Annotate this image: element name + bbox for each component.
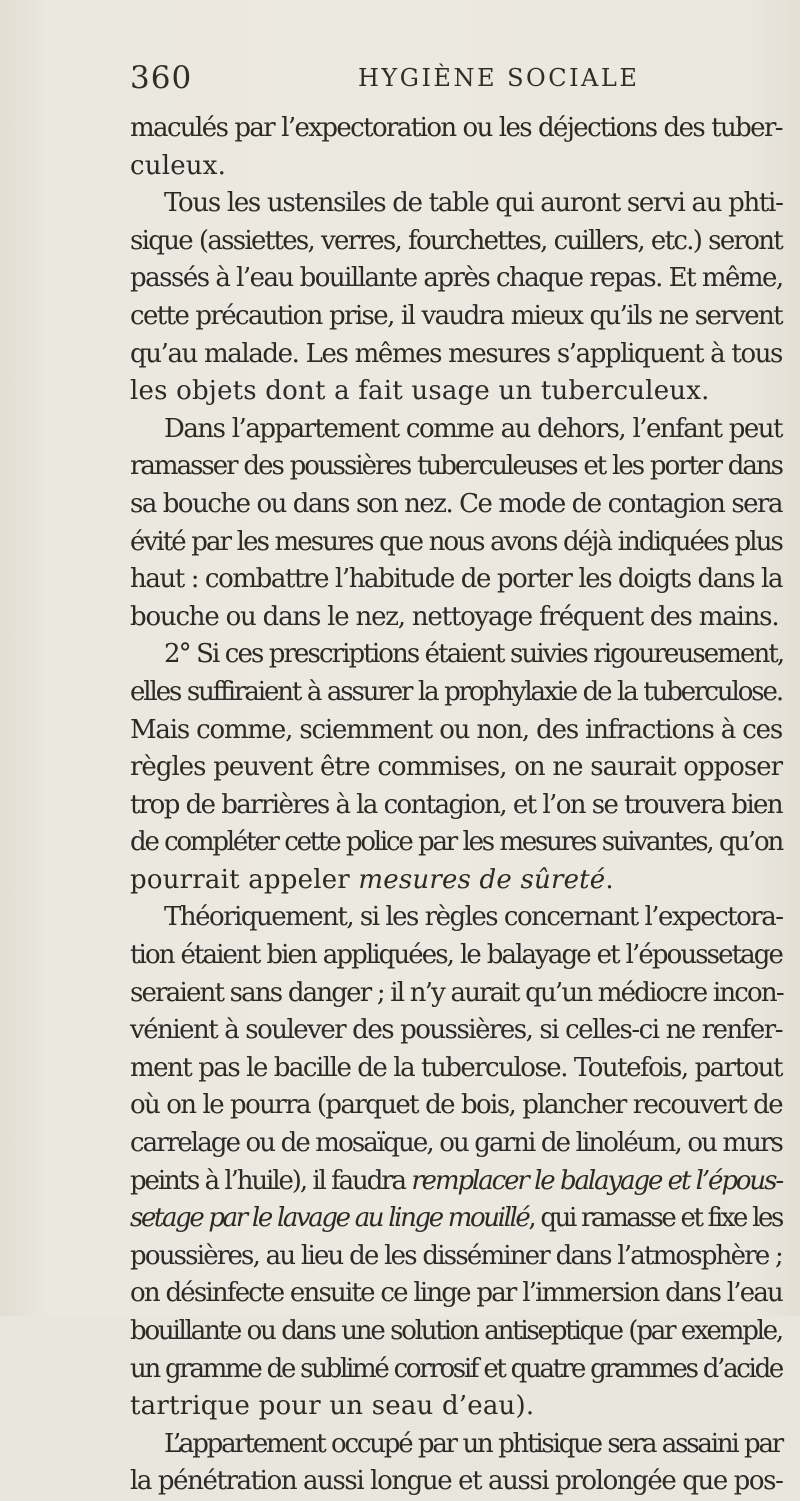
text-line-content: bouillante ou dans une solution antiseptique (par exemple,	[130, 1316, 782, 1346]
text-line-content: peints à l’huile), il faudra	[130, 1165, 412, 1196]
text-line-content: pourrait appeler	[130, 864, 359, 895]
page-header	[130, 60, 780, 100]
text-line	[130, 1200, 782, 1238]
text-line-content: culeux.	[130, 150, 227, 181]
text-line-content: sa bouche ou dans son nez. Ce mode de contagion sera	[130, 488, 782, 519]
text-line	[130, 899, 782, 937]
text-line-content: évité par les mesures que nous avons déjà indiquées plus	[130, 526, 782, 557]
text-line	[130, 411, 782, 449]
text-line	[130, 373, 782, 411]
text-line	[130, 824, 782, 862]
text-line	[130, 1238, 782, 1276]
text-line-content: passés à l’eau bouillante après chaque repas. Et même,	[130, 263, 783, 294]
text-line-content: ment pas le bacille de la tuberculose. Toutefois, partout	[130, 1052, 782, 1083]
text-line-content: ramasser des poussières tuberculeuses et les porter dans	[130, 451, 782, 482]
text-line-content: la pénétration aussi longue et aussi prolongée que pos-	[130, 1466, 783, 1497]
text-line-content: les objets dont a fait usage un tuberculeux.	[130, 376, 710, 407]
text-line-content: trop de barrières à la contagion, et l’on se trouvera bien	[130, 789, 782, 820]
text-line-content: tion étaient bien appliquées, le balayage et l’époussetage	[130, 940, 782, 971]
text-line	[130, 223, 782, 261]
text-line-content: haut : combattre l’habitude de porter les doigts dans la	[130, 564, 783, 595]
text-line	[130, 336, 782, 374]
text-line	[130, 561, 782, 599]
text-line	[130, 674, 782, 712]
text-line-content: on désinfecte ensuite ce linge par l’immersion dans l’eau	[130, 1278, 782, 1309]
page-number: 360	[130, 60, 193, 96]
text-line-content: carrelage ou de mosaïque, ou garni de linoléum, ou murs	[130, 1128, 782, 1159]
text-line	[130, 599, 782, 637]
text-line-content: Théoriquement, si les règles concernant l’expectora-	[164, 902, 783, 933]
text-line-content: qu’au malade. Les mêmes mesures s’appliquent à tous	[130, 338, 782, 369]
text-line-content: L’appartement occupé par un phtisique sera assaini par	[164, 1428, 782, 1459]
text-line	[130, 298, 782, 336]
text-line-content: maculés par l’expectoration ou les déjections des tuber-	[130, 113, 782, 143]
text-line	[130, 1313, 782, 1351]
text-line	[130, 1426, 782, 1464]
text-line-content: tartrique pour un seau d’eau).	[130, 1391, 535, 1422]
text-line	[130, 1463, 782, 1501]
italic-text: setage par le lavage au linge mouillé	[130, 1203, 529, 1234]
text-line	[130, 787, 782, 825]
text-line	[130, 1012, 782, 1050]
text-line	[130, 1087, 782, 1125]
text-line-content: Mais comme, sciemment ou non, des infractions à ces	[130, 714, 782, 745]
text-line	[130, 524, 782, 562]
text-line	[130, 1275, 782, 1313]
text-line	[130, 1351, 782, 1389]
text-line	[130, 636, 782, 674]
text-line	[130, 1388, 782, 1426]
text-line-content: un gramme de sublimé corrosif et quatre grammes d’acide	[130, 1353, 782, 1384]
text-line	[130, 862, 782, 900]
italic-text: remplacer le balayage et l’épous-	[411, 1165, 782, 1196]
text-line	[130, 148, 782, 186]
text-line-content: 2° Si ces prescriptions étaient suivies rigoureusement,	[164, 639, 784, 670]
text-line-content: sique (assiettes, verres, fourchettes, cuillers, etc.) seront	[130, 225, 782, 256]
text-line-content: de compléter cette police par les mesures suivantes, qu’on	[130, 827, 782, 858]
text-line	[130, 486, 782, 524]
text-line	[130, 937, 782, 975]
text-line-tail: .	[605, 864, 614, 895]
text-line	[130, 448, 782, 486]
text-line-content: règles peuvent être commises, on ne saurait opposer	[130, 752, 782, 783]
text-line	[130, 749, 782, 787]
text-line	[130, 110, 782, 148]
text-line	[130, 185, 782, 223]
running-title: HYGIÈNE SOCIALE	[358, 64, 640, 92]
text-line-content: Tous les ustensiles de table qui auront servi au phti-	[164, 188, 783, 219]
italic-text: mesures de sûreté	[358, 864, 606, 895]
text-line	[130, 260, 782, 298]
text-line-tail: , qui ramasse et fixe les	[528, 1203, 782, 1234]
text-line-content: Dans l’appartement comme au dehors, l’enfant peut	[164, 413, 782, 444]
text-line	[130, 1050, 782, 1088]
text-line-content: cette précaution prise, il vaudra mieux qu’ils ne servent	[130, 300, 782, 331]
text-line	[130, 1163, 782, 1201]
text-line-content: seraient sans danger ; il n’y aurait qu’un médiocre incon-	[130, 977, 783, 1008]
text-line-content: elles suffiraient à assurer la prophylaxie de la tuberculose.	[130, 676, 782, 707]
text-line	[130, 975, 782, 1013]
text-line	[130, 1125, 782, 1163]
text-line-content: poussières, au lieu de les disséminer dans l’atmosphère ;	[130, 1240, 782, 1271]
text-line-content: bouche ou dans le nez, nettoyage fréquent des mains.	[130, 601, 779, 632]
text-line	[130, 712, 782, 750]
text-line-content: où on le pourra (parquet de bois, plancher recouvert de	[130, 1090, 782, 1121]
body-text	[130, 110, 782, 1501]
text-line-content: vénient à soulever des poussières, si celles-ci ne renfer-	[130, 1015, 782, 1046]
